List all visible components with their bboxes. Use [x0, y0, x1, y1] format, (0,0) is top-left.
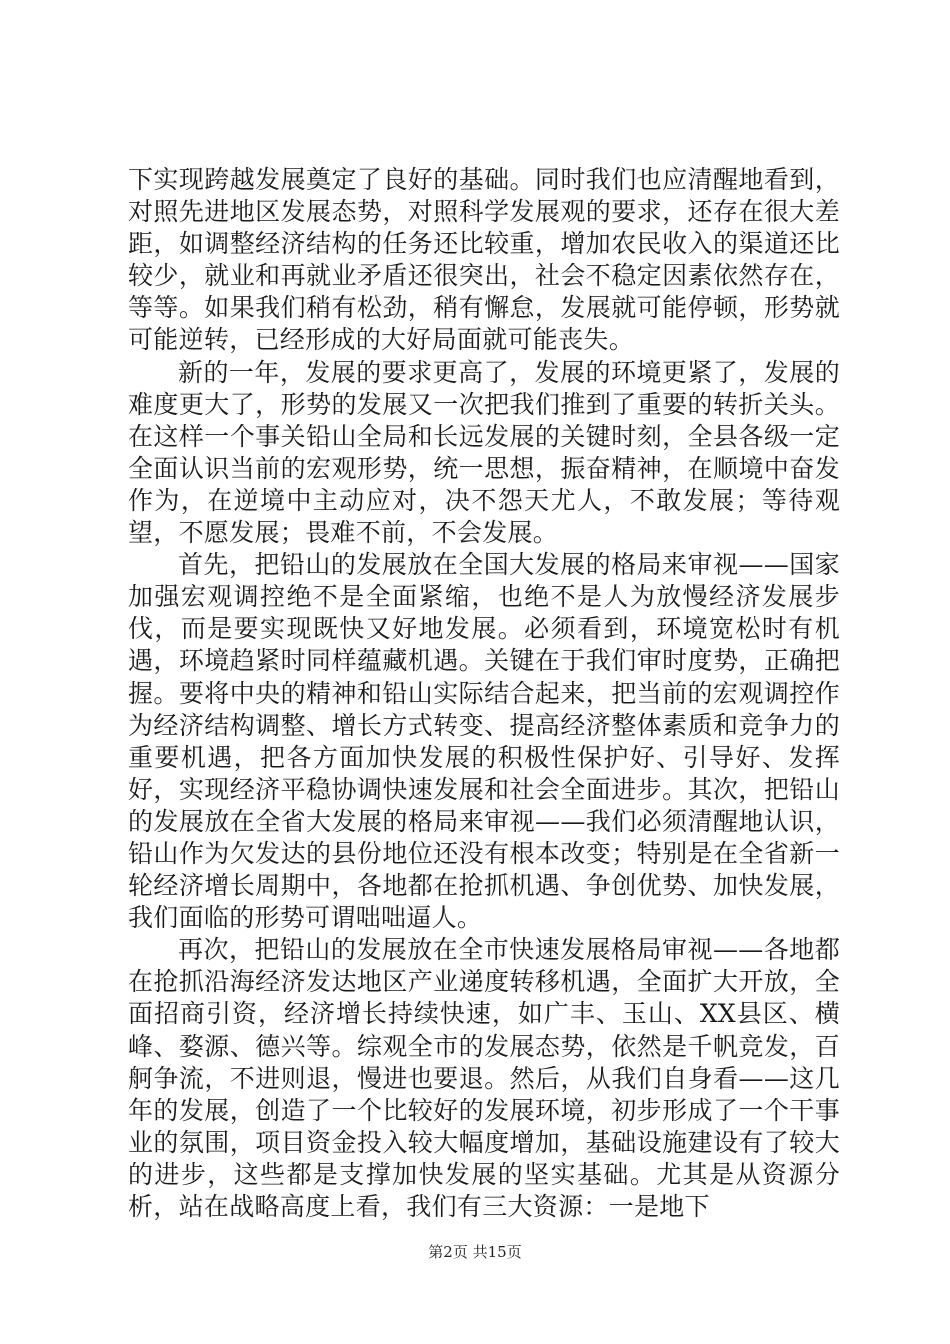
- paragraph-4: 再次，把铅山的发展放在全市快速发展格局审视——各地都在抢抓沿海经济发达地区产业递度转移机遇，全面扩大开放，全面招商引资，经济增长持续快速，如广丰、玉山、XX县区、横峰、婺源、德兴等。综观全市的发展态势，依然是千帆竞发，百舸争流，不进则退，慢进也要退。然后，从我们自身看——这几年的发展，创造了一个比较好的发展环境，初步形成了一个干事业的氛围，项目资金投入较大幅度增加，基础设施建设有了较大的进步，这些都是支撑加快发展的坚实基础。尤其是从资源分析，站在战略高度上看，我们有三大资源：一是地下: [128, 935, 840, 1221]
- page-number-footer: 第2页 共15页: [428, 1243, 522, 1261]
- paragraph-3: 首先，把铅山的发展放在全国大发展的格局来审视——国家加强宏观调控绝不是全面紧缩，也绝不是人为放慢经济发展步伐，而是要实现既快又好地发展。必须看到，环境宽松时有机遇，环境趋紧时同样蕴藏机遇。关键在于我们审时度势，正确把握。要将中央的精神和铅山实际结合起来，把当前的宏观调控作为经济结构调整、增长方式转变、提高经济整体素质和竞争力的重要机遇，把各方面加快发展的积极性保护好、引导好、发挥好，实现经济平稳协调快速发展和社会全面进步。其次，把铅山的发展放在全省大发展的格局来审视——我们必须清醒地认识，铅山作为欠发达的县份地位还没有根本改变；特别是在全省新一轮经济增长周期中，各地都在抢抓机遇、争创优势、加快发展，我们面临的形势可谓咄咄逼人。: [128, 550, 840, 933]
- paragraph-1: 下实现跨越发展奠定了良好的基础。同时我们也应清醒地看到，对照先进地区发展态势，对照科学发展观的要求，还存在很大差距，如调整经济结构的任务还比较重，增加农民收入的渠道还比较少，就业和再就业矛盾还很突出，社会不稳定因素依然存在，等等。如果我们稍有松劲，稍有懈怠，发展就可能停顿，形势就可能逆转，已经形成的大好局面就可能丧失。: [128, 165, 840, 355]
- document-body: [128, 164, 840, 1223]
- paragraph-2: 新的一年，发展的要求更高了，发展的环境更紧了，发展的难度更大了，形势的发展又一次把我们推到了重要的转折关头。在这样一个事关铅山全局和长远发展的关键时刻，全县各级一定全面认识当前的宏观形势，统一思想，振奋精神，在顺境中奋发作为，在逆境中主动应对，决不怨天尤人，不敢发展；等待观望，不愿发展；畏难不前，不会发展。: [128, 357, 840, 548]
